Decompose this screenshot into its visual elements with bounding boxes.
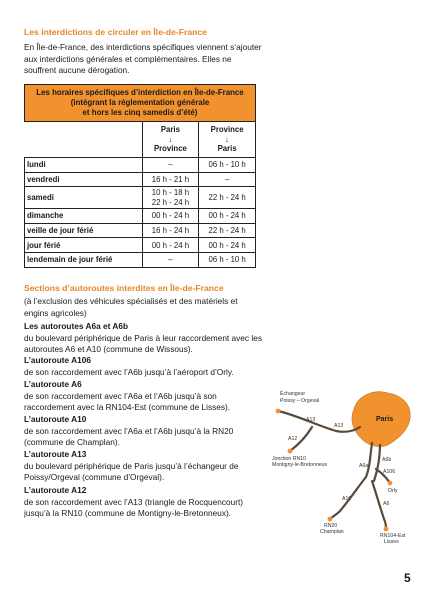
place-label: Champlan (320, 529, 344, 535)
value-cell: 22 h - 24 h (199, 187, 256, 209)
value-cell: – (142, 252, 199, 267)
place-label: Orly (388, 488, 398, 494)
day-cell: lundi (25, 158, 143, 173)
motorway-map (266, 365, 426, 555)
marker-dot (288, 449, 293, 454)
value-cell: 06 h - 10 h (199, 252, 256, 267)
table-corner (25, 122, 143, 158)
table-row (25, 172, 256, 187)
marker-dot (276, 409, 281, 414)
column-header-province-paris (199, 122, 256, 158)
place-label: RN20 (324, 523, 338, 529)
column-from: Province (210, 125, 244, 135)
table-row (25, 223, 256, 238)
table-header-line: et hors les cinq samedis d’été) (82, 108, 198, 117)
road-a13 (278, 411, 360, 432)
value-cell: 22 h - 24 h (199, 223, 256, 238)
value-line: 22 h - 24 h (151, 197, 190, 207)
value-line: 10 h - 18 h (151, 188, 190, 198)
road-label-a13: A13 (306, 417, 316, 423)
motorway-description: du boulevard périphérique de Paris à leur raccordement avec les autoroutes A6 et A10 (commune de Wissous). (24, 332, 262, 354)
motorway-entry (24, 355, 264, 378)
section-note: (à l’exclusion des véhicules spécialisés et des matériels et engins agricoles) (24, 296, 238, 318)
motorway-name: L’autoroute A12 (24, 485, 87, 495)
motorway-description: de son raccordement avec l’A6a et l’A6b jusqu’à la RN20 (commune de Champlan). (24, 425, 234, 447)
motorway-description: de son raccordement avec l’A6b jusqu’à l’aéroport d’Orly. (24, 366, 234, 377)
column-header-paris-province (142, 122, 199, 158)
column-to: Paris (217, 144, 237, 154)
motorway-entry (24, 449, 264, 484)
value-cell: 06 h - 10 h (199, 158, 256, 173)
day-cell: dimanche (25, 209, 143, 224)
motorway-description: du boulevard périphérique de Paris jusqu’à l’échangeur de Poissy/Orgeval (commune d’Orgeval). (24, 460, 239, 482)
place-label: Lisses (384, 539, 399, 545)
marker-dot (328, 517, 333, 522)
value-cell: 00 h - 24 h (199, 209, 256, 224)
value-cell: 16 h - 24 h (142, 223, 199, 238)
day-cell: lendemain de jour férié (25, 252, 143, 267)
motorway-name: Les autoroutes A6a et A6b (24, 321, 129, 331)
value-cell: – (199, 172, 256, 187)
day-cell: veille de jour férié (25, 223, 143, 238)
page-number: 5 (404, 571, 411, 585)
down-arrow-icon: ↓ (168, 134, 173, 144)
marker-dot (384, 527, 389, 532)
place-label: Poissy – Orgeval (280, 398, 320, 404)
table-row (25, 187, 256, 209)
motorway-description: de son raccordement avec l’A6a et l’A6b jusqu’à son raccordement avec la RN104-Est (commune de Lisses). (24, 390, 231, 412)
road-a6a (366, 443, 372, 477)
place-label: Montigny-le-Bretonneux (272, 462, 328, 468)
schedule-table (24, 84, 256, 268)
day-cell: jour férié (25, 238, 143, 253)
motorway-name: L’autoroute A13 (24, 449, 87, 459)
table-header-line: (intégrant la réglementation générale (70, 98, 210, 107)
intro-paragraph: En Île-de-France, des interdictions spécifiques viennent s’ajouter aux interdictions générales et complémentaires. Elles ne souffrent aucune dérogation. (24, 42, 262, 75)
road-label-a10: A10 (342, 496, 352, 502)
section-title-motorways: Sections d’autoroutes interdites en Île-de-France (24, 283, 224, 293)
table-row (25, 209, 256, 224)
value-cell: 00 h - 24 h (199, 238, 256, 253)
down-arrow-icon: ↓ (225, 134, 230, 144)
place-label: Jonction RN10 (272, 456, 307, 462)
value-cell: – (142, 158, 199, 173)
value-cell (142, 187, 199, 209)
day-cell: samedi (25, 187, 143, 209)
day-cell: vendredi (25, 172, 143, 187)
road-a6b (374, 445, 380, 481)
motorway-name: L’autoroute A6 (24, 379, 82, 389)
motorway-name: L’autoroute A106 (24, 355, 92, 365)
section-title: Les interdictions de circuler en Île-de-France (24, 27, 207, 37)
table-row (25, 158, 256, 173)
place-label: Échangeur (280, 391, 306, 397)
value-cell: 16 h - 21 h (142, 172, 199, 187)
motorway-entry (24, 414, 264, 449)
road-label-a13: A13 (334, 423, 344, 429)
motorway-name: L’autoroute A10 (24, 414, 87, 424)
motorway-entry (24, 321, 264, 356)
table-row (25, 238, 256, 253)
table-header (25, 85, 256, 122)
place-label: RN104-Est (380, 533, 406, 539)
value-cell: 00 h - 24 h (142, 238, 199, 253)
road-label-a106: A106 (383, 469, 396, 475)
table-header-line: Les horaires spécifiques d’interdiction en Île-de-France (36, 88, 244, 97)
road-label-a6a: A6a (359, 463, 369, 469)
motorway-description: de son raccordement avec l’A13 (triangle de Rocquencourt) jusqu’à la RN10 (commune de Montigny-le-Bretonneux). (24, 496, 244, 518)
column-from: Paris (160, 125, 180, 135)
marker-dot (388, 481, 393, 486)
column-to: Province (153, 144, 187, 154)
value-cell: 00 h - 24 h (142, 209, 199, 224)
paris-label: Paris (376, 416, 394, 423)
road-label-a12: A12 (288, 436, 298, 442)
road-label-a6: A6 (383, 501, 390, 507)
road-label-a6b: A6b (382, 457, 392, 463)
motorway-entry (24, 485, 264, 520)
motorway-entry (24, 379, 264, 414)
table-row (25, 252, 256, 267)
